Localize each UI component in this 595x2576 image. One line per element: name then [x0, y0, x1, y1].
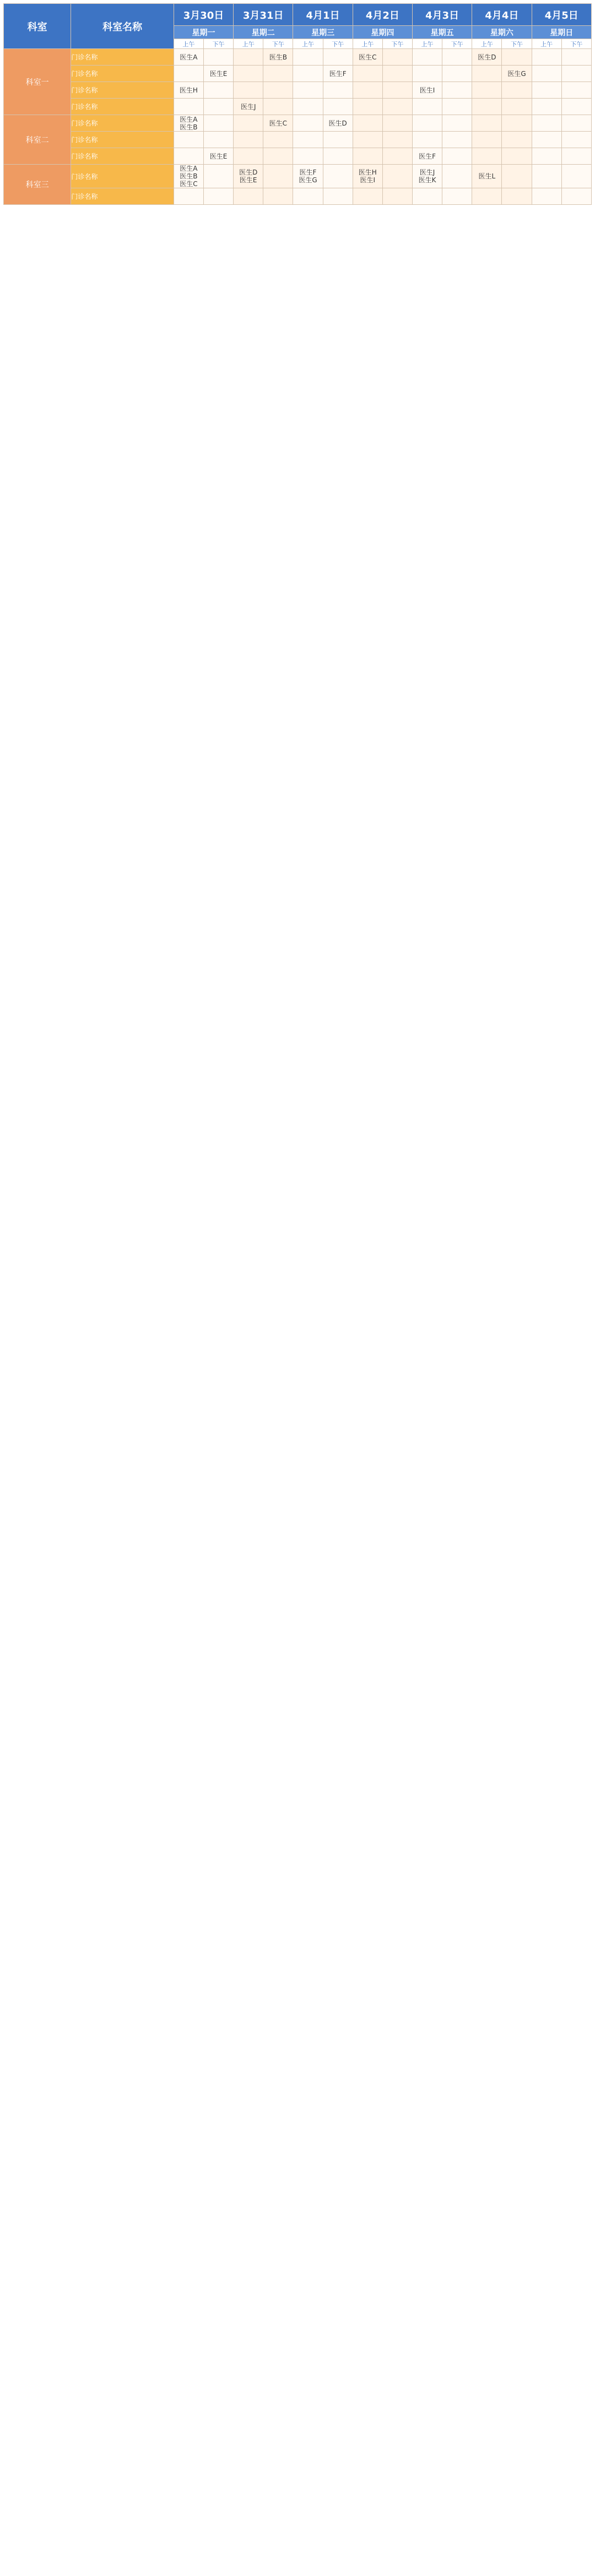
- am-slot: [472, 82, 502, 99]
- pm-header: 下午: [323, 39, 353, 49]
- pm-slot: [561, 99, 591, 115]
- pm-slot: 医生G: [502, 66, 532, 82]
- table-row: [4, 188, 592, 205]
- am-slot: 医生F 医生G: [293, 165, 323, 188]
- am-slot: [293, 115, 323, 132]
- pm-slot: 医生E: [203, 148, 233, 165]
- am-slot: [293, 66, 323, 82]
- date-header: 4月5日: [532, 4, 591, 26]
- weekday-header: 星期一: [174, 26, 233, 39]
- pm-slot: [382, 132, 412, 148]
- pm-slot: [561, 66, 591, 82]
- am-slot: [413, 115, 442, 132]
- weekday-header: 星期二: [234, 26, 293, 39]
- pm-slot: [382, 99, 412, 115]
- pm-slot: [323, 99, 353, 115]
- pm-slot: [382, 82, 412, 99]
- am-slot: [234, 148, 263, 165]
- pm-slot: [561, 82, 591, 99]
- pm-slot: [382, 115, 412, 132]
- date-header: 4月3日: [413, 4, 472, 26]
- dept-name: 科室二: [4, 115, 71, 165]
- dept-column-header: 科室: [4, 4, 71, 49]
- am-slot: [353, 188, 382, 205]
- am-slot: [353, 66, 382, 82]
- pm-header: 下午: [203, 39, 233, 49]
- pm-slot: [263, 165, 293, 188]
- clinic-name: 门诊名称: [71, 99, 174, 115]
- am-slot: [293, 49, 323, 66]
- pm-slot: [502, 132, 532, 148]
- table-row: [4, 66, 592, 82]
- am-slot: [413, 66, 442, 82]
- am-slot: [234, 188, 263, 205]
- pm-slot: [203, 188, 233, 205]
- am-slot: [472, 66, 502, 82]
- table-row: [4, 49, 592, 66]
- clinic-name: 门诊名称: [71, 49, 174, 66]
- pm-slot: [502, 82, 532, 99]
- pm-slot: 医生C: [263, 115, 293, 132]
- pm-slot: [502, 49, 532, 66]
- schedule-table: [3, 3, 592, 205]
- am-slot: [174, 132, 203, 148]
- pm-slot: [382, 49, 412, 66]
- pm-slot: [561, 49, 591, 66]
- am-slot: [293, 148, 323, 165]
- pm-slot: [442, 66, 472, 82]
- am-slot: [293, 82, 323, 99]
- am-slot: [532, 115, 561, 132]
- am-slot: [234, 132, 263, 148]
- pm-slot: [502, 165, 532, 188]
- am-header: 上午: [472, 39, 502, 49]
- weekday-header: 星期三: [293, 26, 353, 39]
- am-slot: 医生I: [413, 82, 442, 99]
- date-header: 4月1日: [293, 4, 353, 26]
- am-slot: [293, 188, 323, 205]
- table-row: [4, 132, 592, 148]
- am-slot: [174, 188, 203, 205]
- am-slot: [472, 148, 502, 165]
- pm-slot: [442, 49, 472, 66]
- pm-slot: [382, 148, 412, 165]
- dept-name: 科室一: [4, 49, 71, 115]
- am-slot: [293, 99, 323, 115]
- pm-slot: [263, 148, 293, 165]
- pm-slot: [442, 99, 472, 115]
- date-header: 4月4日: [472, 4, 532, 26]
- pm-slot: [203, 165, 233, 188]
- pm-slot: [203, 82, 233, 99]
- pm-slot: [203, 49, 233, 66]
- am-slot: [413, 99, 442, 115]
- am-header: 上午: [532, 39, 561, 49]
- pm-slot: [263, 82, 293, 99]
- am-slot: [532, 82, 561, 99]
- am-slot: 医生H: [174, 82, 203, 99]
- am-slot: [532, 49, 561, 66]
- pm-slot: [263, 99, 293, 115]
- table-row: [4, 148, 592, 165]
- am-slot: 医生D 医生E: [234, 165, 263, 188]
- clinic-name: 门诊名称: [71, 188, 174, 205]
- date-header: 3月30日: [174, 4, 233, 26]
- pm-slot: 医生E: [203, 66, 233, 82]
- schedule-body: [4, 49, 592, 205]
- am-slot: [353, 132, 382, 148]
- am-slot: [532, 188, 561, 205]
- clinic-name: 门诊名称: [71, 115, 174, 132]
- pm-slot: [382, 66, 412, 82]
- am-slot: [353, 82, 382, 99]
- am-slot: [532, 132, 561, 148]
- am-slot: [174, 99, 203, 115]
- am-slot: [413, 49, 442, 66]
- am-slot: [234, 115, 263, 132]
- weekday-header: 星期四: [353, 26, 412, 39]
- pm-header: 下午: [263, 39, 293, 49]
- table-row: [4, 99, 592, 115]
- am-slot: [174, 66, 203, 82]
- am-slot: [472, 99, 502, 115]
- clinic-name: 门诊名称: [71, 132, 174, 148]
- pm-slot: 医生D: [323, 115, 353, 132]
- table-row: [4, 82, 592, 99]
- table-row: [4, 115, 592, 132]
- pm-slot: [323, 188, 353, 205]
- am-slot: 医生J 医生K: [413, 165, 442, 188]
- weekday-header: 星期日: [532, 26, 591, 39]
- pm-slot: [561, 188, 591, 205]
- pm-slot: [323, 49, 353, 66]
- pm-slot: 医生B: [263, 49, 293, 66]
- pm-header: 下午: [382, 39, 412, 49]
- am-slot: [532, 99, 561, 115]
- pm-slot: [263, 188, 293, 205]
- am-slot: 医生F: [413, 148, 442, 165]
- pm-slot: [323, 82, 353, 99]
- pm-slot: [442, 82, 472, 99]
- am-slot: [353, 115, 382, 132]
- pm-slot: [323, 148, 353, 165]
- pm-slot: [323, 165, 353, 188]
- am-slot: [413, 132, 442, 148]
- am-slot: [413, 188, 442, 205]
- pm-slot: [442, 132, 472, 148]
- pm-slot: [561, 148, 591, 165]
- am-slot: [174, 148, 203, 165]
- pm-header: 下午: [502, 39, 532, 49]
- am-slot: [353, 99, 382, 115]
- am-slot: [234, 49, 263, 66]
- pm-slot: [502, 188, 532, 205]
- am-slot: 医生A 医生B: [174, 115, 203, 132]
- date-header: 3月31日: [234, 4, 293, 26]
- pm-header: 下午: [561, 39, 591, 49]
- am-slot: [472, 132, 502, 148]
- am-header: 上午: [353, 39, 382, 49]
- pm-slot: [502, 115, 532, 132]
- pm-slot: [203, 99, 233, 115]
- clinic-column-header: 科室名称: [71, 4, 174, 49]
- clinic-name: 门诊名称: [71, 66, 174, 82]
- pm-slot: [442, 165, 472, 188]
- am-slot: [234, 66, 263, 82]
- pm-slot: [561, 115, 591, 132]
- am-header: 上午: [293, 39, 323, 49]
- pm-slot: [561, 165, 591, 188]
- pm-slot: [442, 188, 472, 205]
- pm-slot: [323, 132, 353, 148]
- am-slot: 医生C: [353, 49, 382, 66]
- dept-name: 科室三: [4, 165, 71, 205]
- am-header: 上午: [413, 39, 442, 49]
- pm-slot: [561, 132, 591, 148]
- pm-header: 下午: [442, 39, 472, 49]
- am-slot: 医生D: [472, 49, 502, 66]
- pm-slot: [442, 148, 472, 165]
- am-slot: [472, 115, 502, 132]
- am-slot: 医生A 医生B 医生C: [174, 165, 203, 188]
- clinic-name: 门诊名称: [71, 165, 174, 188]
- am-slot: 医生A: [174, 49, 203, 66]
- am-slot: [532, 165, 561, 188]
- pm-slot: [382, 165, 412, 188]
- pm-slot: [203, 132, 233, 148]
- am-slot: [532, 148, 561, 165]
- pm-slot: [442, 115, 472, 132]
- weekday-header: 星期六: [472, 26, 532, 39]
- am-slot: [532, 66, 561, 82]
- am-slot: 医生L: [472, 165, 502, 188]
- am-slot: [353, 148, 382, 165]
- weekday-header: 星期五: [413, 26, 472, 39]
- pm-slot: [203, 115, 233, 132]
- am-slot: [293, 132, 323, 148]
- pm-slot: [263, 66, 293, 82]
- pm-slot: [263, 132, 293, 148]
- am-slot: [234, 82, 263, 99]
- clinic-name: 门诊名称: [71, 148, 174, 165]
- am-slot: 医生H 医生I: [353, 165, 382, 188]
- pm-slot: [502, 148, 532, 165]
- pm-slot: [502, 99, 532, 115]
- am-header: 上午: [234, 39, 263, 49]
- pm-slot: 医生F: [323, 66, 353, 82]
- pm-slot: [382, 188, 412, 205]
- table-row: [4, 165, 592, 188]
- am-slot: 医生J: [234, 99, 263, 115]
- date-header: 4月2日: [353, 4, 412, 26]
- am-slot: [472, 188, 502, 205]
- clinic-name: 门诊名称: [71, 82, 174, 99]
- am-header: 上午: [174, 39, 203, 49]
